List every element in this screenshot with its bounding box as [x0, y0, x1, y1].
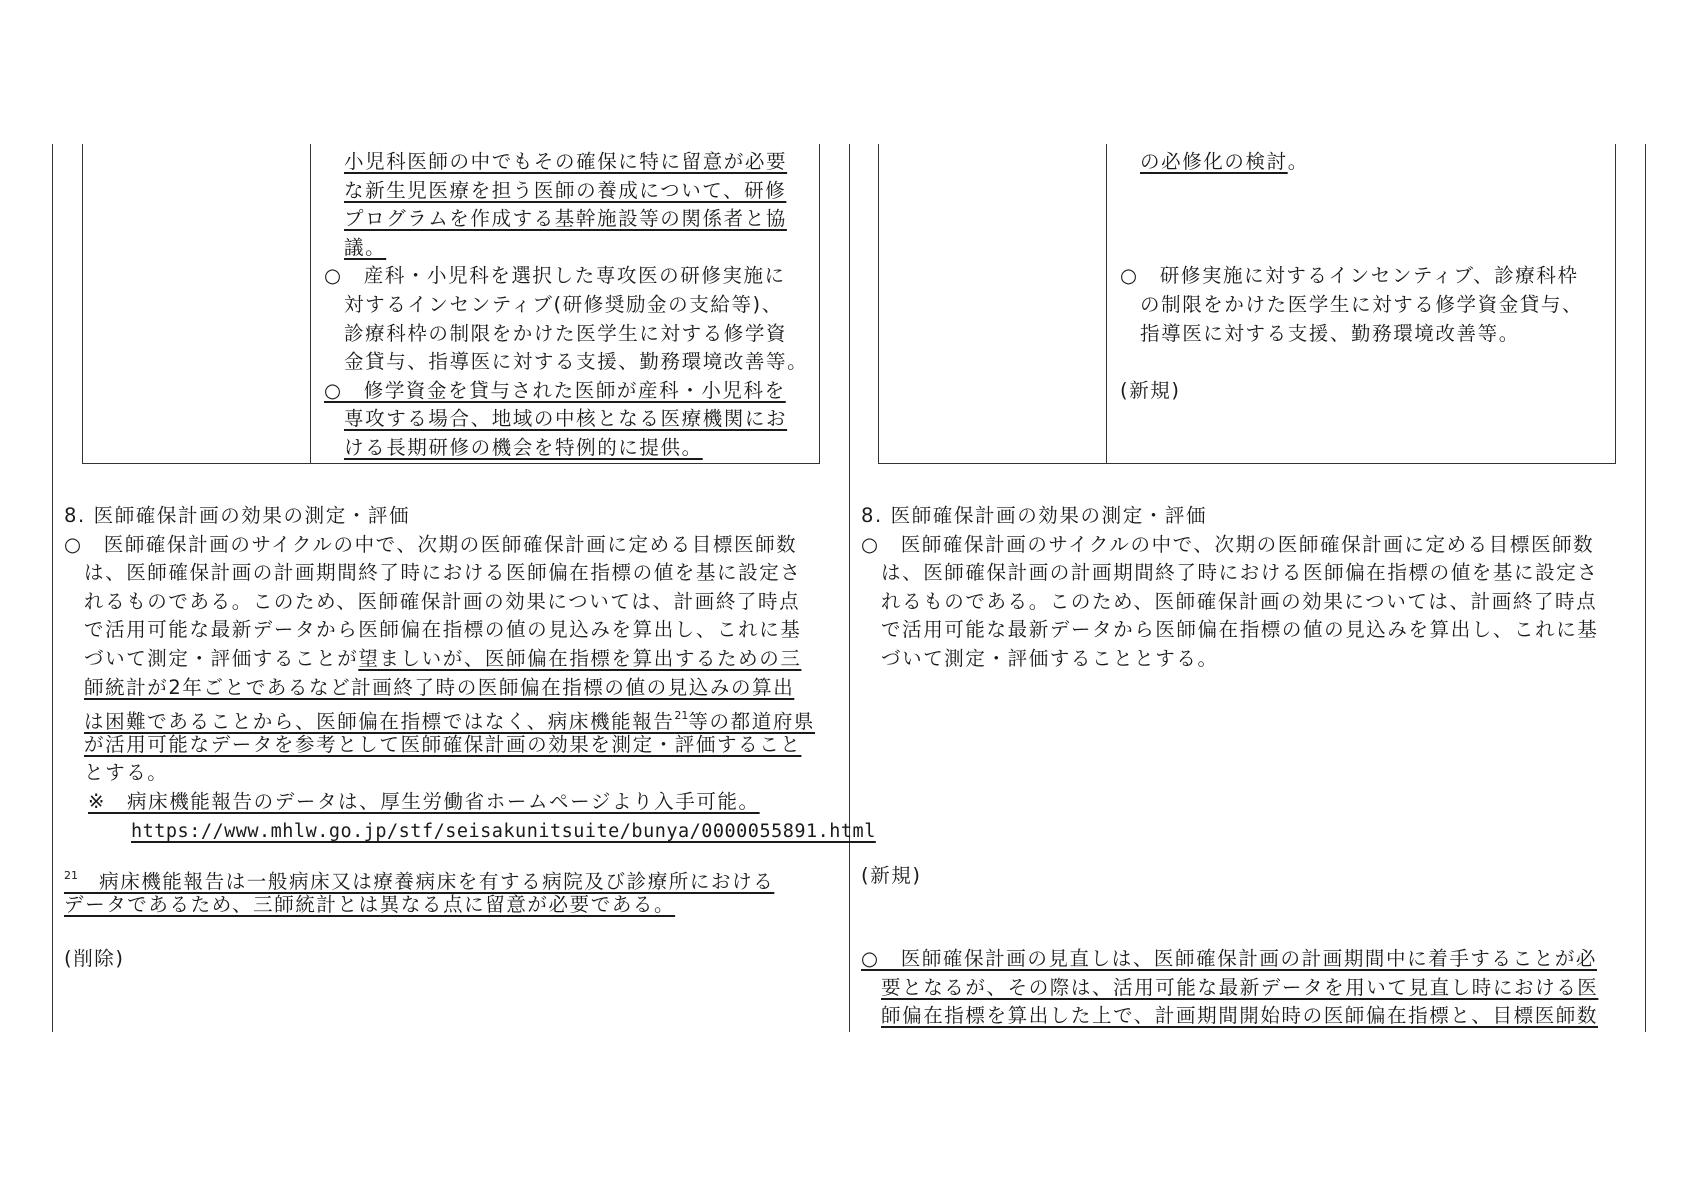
- left-cell-line: 診療科枠の制限をかけた医学生に対する修学資: [344, 321, 788, 345]
- para-line: れるものである。このため、医師確保計画の効果については、計画終了時点: [84, 589, 801, 613]
- para-line: [64, 645, 844, 674]
- para-line: ○ 医師確保計画のサイクルの中で、次期の医師確保計画に定める目標医師数: [64, 532, 798, 556]
- right-cell-line: ○ 研修実施に対するインセンティブ、診療科枠: [1120, 264, 1579, 288]
- right-review-paragraph: [861, 945, 1641, 1031]
- right-cell-underlined: の必修化の検討: [1140, 150, 1288, 173]
- left-deleted-block: [64, 945, 364, 974]
- right-cell-line: 指導医に対する支援、勤務環境改善等。: [1140, 321, 1520, 345]
- right-table-divider: [1106, 144, 1107, 464]
- section-heading: 8. 医師確保計画の効果の測定・評価: [861, 504, 1208, 527]
- para-line: は、医師確保計画の計画期間終了時における医師偏在指標の値を基に設定さ: [84, 561, 802, 585]
- new-marker: (新規): [1120, 378, 1181, 402]
- data-source-url-line: [64, 817, 876, 846]
- left-section-8: [64, 502, 876, 845]
- footnote-text: 病床機能報告は一般病床又は療養病床を有する病院及び診療所における: [78, 870, 775, 893]
- right-cell-tail: 。: [1287, 150, 1309, 173]
- right-table-border-left: [878, 144, 879, 464]
- para-underlined-part: 望ましいが、医師偏在指標を算出するための三: [358, 646, 802, 670]
- review-line: 要となるが、その際は、活用可能な最新データを用いて見直し時における医: [881, 975, 1599, 999]
- data-source-url[interactable]: https://www.mhlw.go.jp/stf/seisakunitsuite/bunya/0000055891.html: [131, 820, 876, 842]
- footnote-line: データであるため、三師統計とは異なる点に留意が必要である。: [64, 892, 676, 916]
- section-heading: 8. 医師確保計画の効果の測定・評価: [64, 504, 411, 527]
- right-cell-line: の制限をかけた医学生に対する修学資金貸与、: [1140, 292, 1584, 316]
- left-table-border-left: [82, 144, 83, 464]
- left-cell-line: ○ 修学資金を貸与された医師が産科・小児科を: [324, 378, 786, 402]
- para-line: とする。: [84, 761, 169, 785]
- left-cell-line: な新生児医療を担う医師の養成について、研修: [344, 178, 787, 202]
- para-line: れるものである。このため、医師確保計画の効果については、計画終了時点: [881, 589, 1598, 613]
- footnote-line: [64, 862, 844, 891]
- para-plain-part: づいて測定・評価することが: [84, 646, 359, 670]
- left-cell-line: 小児科医師の中でもその確保に特に留意が必要: [344, 150, 788, 173]
- left-table-bottom: [82, 463, 820, 464]
- right-table-border-right: [1615, 144, 1616, 464]
- review-line: ○ 医師確保計画の見直しは、医師確保計画の計画期間中に着手することが必: [861, 947, 1598, 970]
- right-table-bottom: [878, 463, 1616, 464]
- left-table-divider: [310, 144, 311, 464]
- para-line: で活用可能な最新データから医師偏在指標の値の見込みを算出し、これに基: [881, 618, 1599, 642]
- para-text: 等の都道府県: [688, 710, 816, 734]
- right-new-block: [861, 862, 1161, 891]
- right-page-border: [1645, 144, 1646, 1032]
- deleted-marker: (削除): [64, 947, 125, 970]
- para-line: で活用可能な最新データから医師偏在指標の値の見込みを算出し、これに基: [84, 618, 802, 642]
- para-line: は、医師確保計画の計画期間終了時における医師偏在指標の値を基に設定さ: [881, 561, 1599, 585]
- left-cell-line: ける長期研修の機会を特例的に提供。: [344, 435, 703, 459]
- para-line: づいて測定・評価することとする。: [881, 646, 1219, 670]
- left-cell-line: 議。: [344, 235, 387, 259]
- left-footnote: [64, 862, 844, 919]
- left-cell-line: 専攻する場合、地域の中核となる医療機関にお: [344, 407, 788, 431]
- footnote-number: 21: [64, 869, 78, 882]
- right-section-8: [861, 502, 1641, 674]
- review-line: 師偏在指標を算出した上で、計画期間開始時の医師偏在指標と、目標医師数: [881, 1004, 1599, 1028]
- left-cell-line: ○ 産科・小児科を選択した専攻医の研修実施に: [324, 264, 786, 288]
- para-text: は困難であることから、医師偏在指標ではなく、病床機能報告: [84, 710, 675, 734]
- para-line: 師統計が2年ごとであるなど計画終了時の医師偏在指標の値の見込みの算出: [84, 675, 795, 699]
- para-line: ○ 医師確保計画のサイクルの中で、次期の医師確保計画に定める目標医師数: [861, 532, 1595, 556]
- data-source-note: ※ 病床機能報告のデータは、厚生労働省ホームページより入手可能。: [88, 789, 760, 813]
- left-top-cell: [324, 148, 814, 463]
- para-line: [64, 702, 844, 734]
- left-table-border-right: [819, 144, 820, 464]
- center-divider: [849, 144, 850, 1032]
- left-cell-line: プログラムを作成する基幹施設等の関係者と協: [344, 207, 787, 231]
- new-marker: (新規): [861, 864, 922, 887]
- right-cell-line: [1120, 148, 1610, 177]
- right-top-cell: [1120, 148, 1610, 405]
- left-cell-line: 対するインセンティブ(研修奨励金の支給等)、: [344, 292, 783, 316]
- left-cell-line: 金貸与、指導医に対する支援、勤務環境改善等。: [344, 350, 809, 374]
- footnote-ref: 21: [674, 709, 689, 723]
- left-page-border: [52, 144, 53, 1032]
- para-line: が活用可能なデータを参考として医師確保計画の効果を測定・評価すること: [84, 732, 802, 756]
